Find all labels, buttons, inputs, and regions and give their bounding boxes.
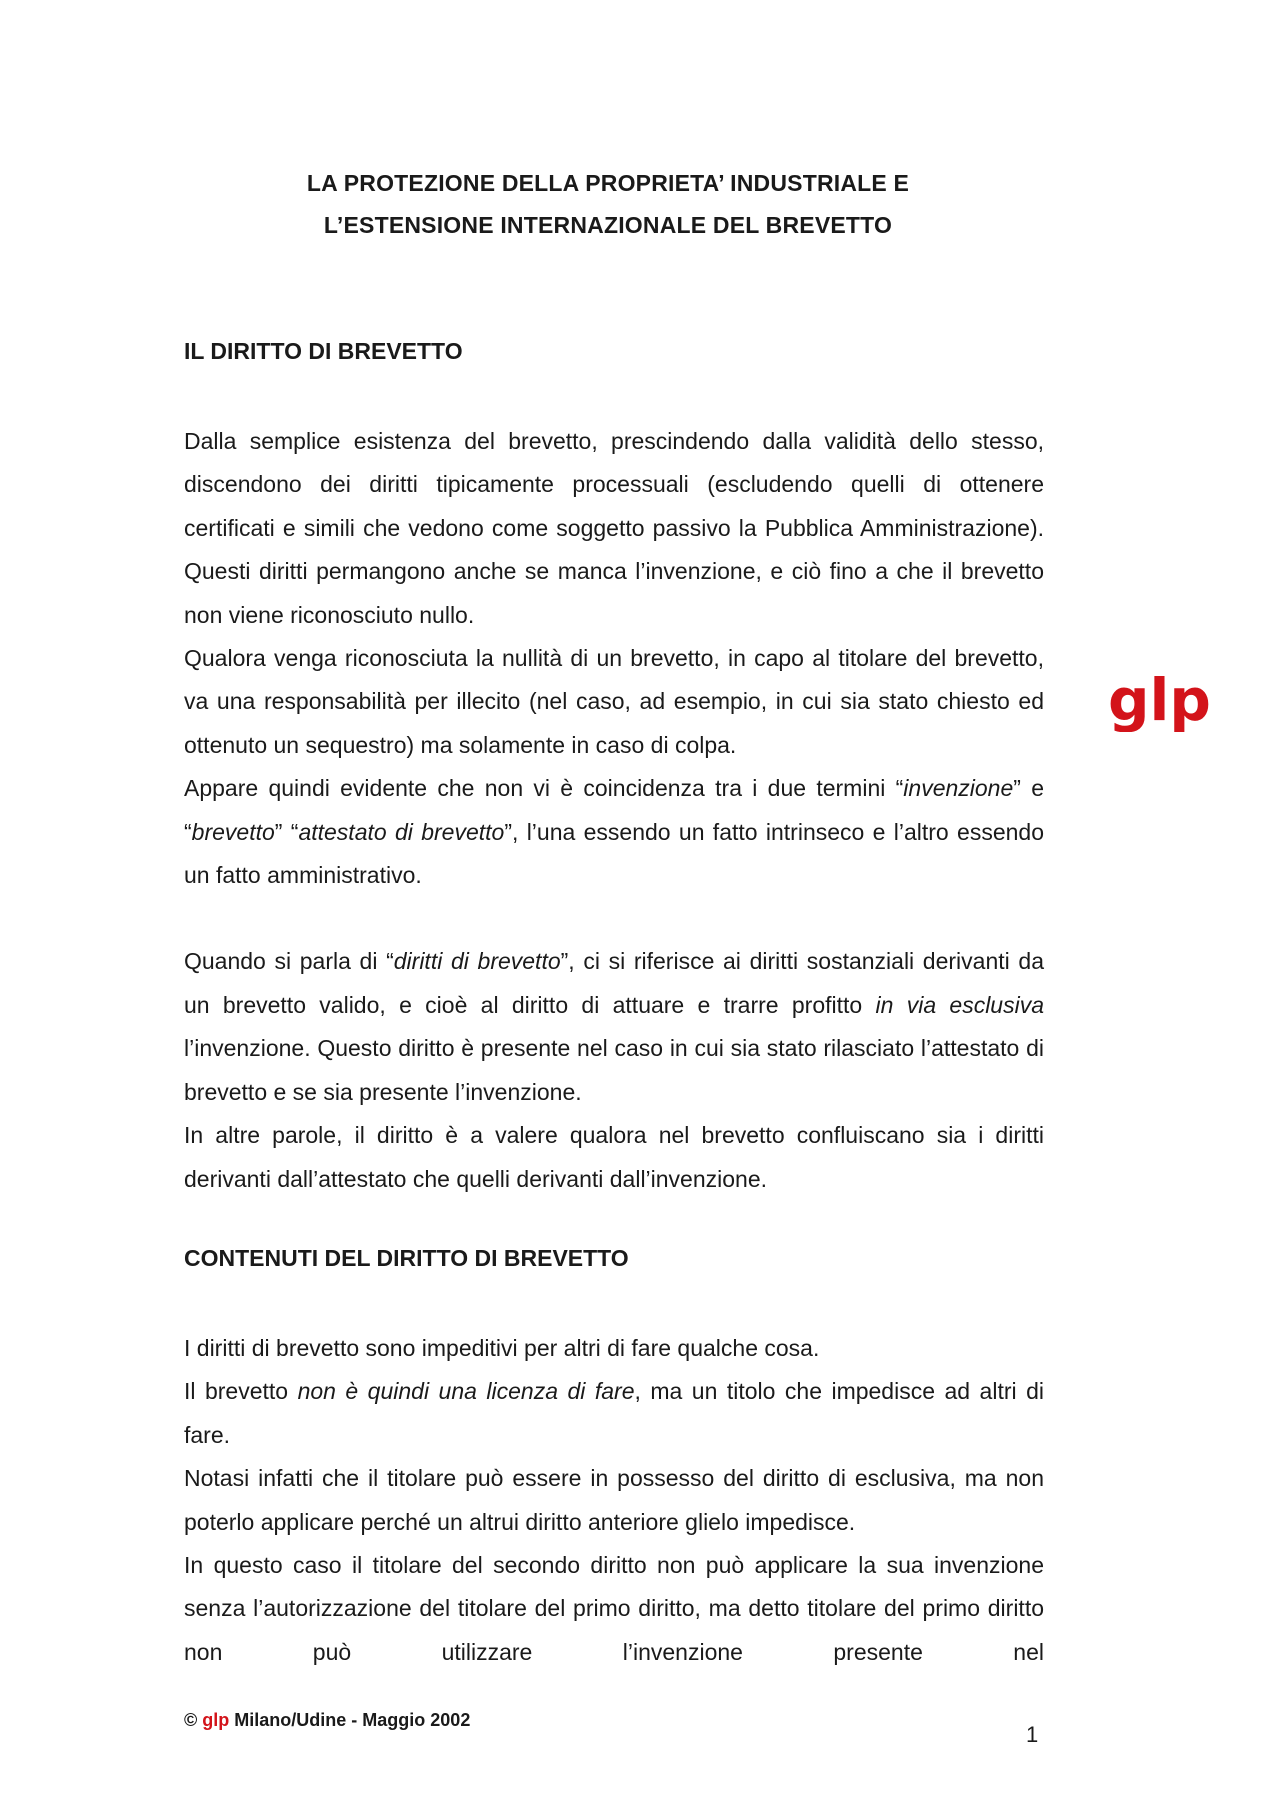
glp-logo-text: glp bbox=[1108, 672, 1211, 732]
paragraph: Appare quindi evidente che non vi è coincidenza tra i due termini “invenzione” e “brevetto” “attestato di brevetto”, l’una essendo un fatto intrinseco e l’altro essendo un fatto amministrativo. bbox=[184, 775, 1045, 889]
paragraph: Notasi infatti che il titolare può essere in possesso del diritto di esclusiva, ma non poterlo applicare perché un altrui diritto anteriore glielo impedisce. bbox=[184, 1465, 1044, 1535]
page-number: 1 bbox=[1026, 1722, 1039, 1747]
paragraph: In altre parole, il diritto è a valere qualora nel brevetto confluiscano sia i diritti derivanti dall’attestato che quelli derivanti dall’invenzione. bbox=[184, 1122, 1044, 1192]
document-title bbox=[0, 162, 1216, 246]
footer-text: Milano/Udine - Maggio 2002 bbox=[234, 1710, 471, 1730]
section-body-contenuti bbox=[184, 1327, 1044, 1674]
section-heading-contenuti: CONTENUTI DEL DIRITTO DI BREVETTO bbox=[184, 1245, 629, 1271]
paragraph: Il brevetto non è quindi una licenza di fare, ma un titolo che impedisce ad altri di fare. bbox=[184, 1378, 1044, 1448]
copyright-symbol: © bbox=[184, 1710, 198, 1730]
paragraph: Qualora venga riconosciuta la nullità di un brevetto, in capo al titolare del brevetto, va una responsabilità per illecito (nel caso, ad esempio, in cui sia stato chiesto ed ottenuto un sequestro) ma solamente in caso di colpa. bbox=[184, 645, 1044, 758]
paragraph: I diritti di brevetto sono impeditivi per altri di fare qualche cosa. bbox=[184, 1335, 820, 1361]
title-line-2: L’ESTENSIONE INTERNAZIONALE DEL BREVETTO bbox=[323, 212, 893, 238]
paragraph: Quando si parla di “diritti di brevetto”, ci si riferisce ai diritti sostanziali derivanti da un brevetto valido, e cioè al diritto di attuare e trarre profitto in via esclusiva l’invenzione. Questo diritto è presente nel caso in cui sia stato rilasciato l’attestato di brevetto e se sia presente l’invenzione. bbox=[184, 948, 1045, 1105]
footer bbox=[184, 1710, 470, 1731]
glp-logo bbox=[1108, 672, 1248, 732]
title-line-1: LA PROTEZIONE DELLA PROPRIETA’ INDUSTRIALE E bbox=[306, 170, 910, 196]
footer-brand: glp bbox=[202, 1710, 230, 1730]
paragraph: Dalla semplice esistenza del brevetto, prescindendo dalla validità dello stesso, discendono dei diritti tipicamente processuali (escludendo quelli di ottenere certificati e simili che vedono come soggetto passivo la Pubblica Amministrazione). Questi diritti permangono anche se manca l’invenzione, e ciò fino a che il brevetto non viene riconosciuto nullo. bbox=[184, 428, 1044, 628]
section-heading-diritto: IL DIRITTO DI BREVETTO bbox=[184, 338, 463, 364]
paragraph: In questo caso il titolare del secondo diritto non può applicare la sua invenzione senza l’autorizzazione del titolare del primo diritto, ma detto titolare del primo diritto non può utilizzare l’invenzione presente nel bbox=[184, 1552, 1044, 1665]
section-body-diritto bbox=[184, 420, 1044, 1201]
